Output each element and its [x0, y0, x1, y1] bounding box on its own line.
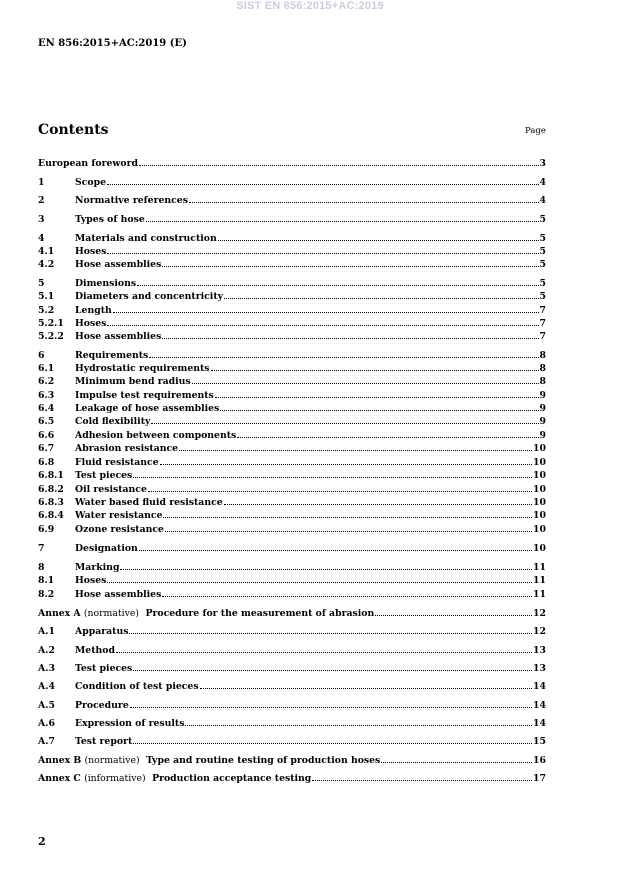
toc-entry-number: 6.6	[38, 430, 55, 441]
toc-entry-number: 8.1	[38, 575, 55, 586]
toc-entry-number: A.5	[38, 700, 55, 711]
toc-entry[interactable]	[38, 773, 546, 785]
toc-entry-title	[75, 718, 184, 730]
toc-entry-title	[38, 158, 138, 170]
toc-entry-title	[75, 484, 147, 496]
toc-entry-title	[75, 376, 191, 388]
toc-entry-title-text: Cold flexibility	[75, 416, 151, 427]
toc-leader-dots	[162, 338, 538, 339]
toc-entry-title-text: Test pieces	[75, 470, 133, 481]
toc-entry-page: 9	[539, 430, 546, 441]
toc-entry-number: 5.2.1	[38, 318, 64, 329]
toc-entry-number: A.6	[38, 718, 55, 729]
toc-entry-title	[38, 755, 380, 767]
toc-entry-title	[75, 195, 188, 207]
toc-entry-number: 6.8.3	[38, 497, 64, 508]
toc-entry-title-text: Test pieces	[75, 663, 133, 674]
toc-leader-dots	[137, 285, 538, 286]
toc-entry[interactable]	[38, 278, 546, 290]
toc-leader-dots	[133, 743, 532, 744]
toc-entry-title	[75, 430, 236, 442]
toc-entry[interactable]	[38, 376, 546, 388]
toc-entry-title-text: Hose assemblies	[75, 331, 162, 342]
toc-entry-page: 9	[539, 416, 546, 427]
toc-entry-number: 6.7	[38, 443, 55, 454]
toc-leader-dots	[139, 165, 539, 166]
toc-entry-page: 12	[533, 626, 546, 637]
toc-entry[interactable]	[38, 291, 546, 303]
toc-entry-page: 9	[539, 403, 546, 414]
toc-leader-dots	[149, 357, 538, 358]
toc-leader-dots	[151, 423, 538, 424]
toc-entry-number: 6.9	[38, 524, 55, 535]
toc-entry-page: 5	[539, 233, 546, 244]
toc-entry-title-text: Length	[75, 305, 112, 316]
toc-entry-number: 6.8.1	[38, 470, 64, 481]
toc-entry-title	[75, 663, 132, 675]
toc-entry-title	[75, 259, 161, 271]
toc-entry-page: 5	[539, 246, 546, 257]
toc-leader-dots	[218, 240, 539, 241]
toc-entry-title	[75, 363, 210, 375]
toc-entry-title-text: Apparatus	[75, 626, 129, 637]
toc-entry-title-text: Marking	[75, 562, 120, 573]
toc-entry-title-text: Materials and construction	[75, 233, 217, 244]
toc-entry-title-text: Designation	[75, 543, 138, 554]
toc-entry-number: 6.1	[38, 363, 55, 374]
toc-entry[interactable]	[38, 575, 546, 587]
toc-entry-number: 5	[38, 278, 45, 289]
toc-entry[interactable]	[38, 305, 546, 317]
toc-entry-number: 7	[38, 543, 45, 554]
toc-entry-page: 14	[533, 718, 546, 729]
toc-leader-dots	[160, 464, 532, 465]
toc-entry-title-text: Method	[75, 645, 115, 656]
toc-entry-title-text: Minimum bend radius	[75, 376, 191, 387]
toc-entry-title-text: Dimensions	[75, 278, 137, 289]
toc-entry-title	[75, 246, 106, 258]
toc-entry[interactable]	[38, 681, 546, 693]
toc-entry-title	[75, 331, 161, 343]
toc-entry-title-text: Annex B	[38, 755, 82, 766]
toc-annex-subtitle: Production acceptance testing	[152, 773, 312, 784]
toc-entry[interactable]	[38, 246, 546, 258]
toc-entry-title-text: Annex A	[38, 608, 81, 619]
toc-annex-subtitle: Procedure for the measurement of abrasion	[145, 608, 375, 619]
toc-entry-title-text: Oil resistance	[75, 484, 147, 495]
toc-entry[interactable]	[38, 403, 546, 415]
toc-entry-page: 10	[533, 510, 546, 521]
toc-entry-page: 10	[533, 484, 546, 495]
contents-heading: Contents	[38, 122, 109, 138]
toc-entry-title	[75, 291, 223, 303]
toc-entry-number: 6.2	[38, 376, 55, 387]
toc-entry-title-text: Hoses	[75, 318, 107, 329]
toc-leader-dots	[107, 325, 538, 326]
toc-entry-page: 10	[533, 443, 546, 454]
toc-leader-dots	[130, 707, 532, 708]
watermark: SIST EN 856:2015+AC:2019	[236, 0, 384, 12]
toc-entry-number: 6.5	[38, 416, 55, 427]
toc-entry-number: 4.1	[38, 246, 55, 257]
toc-leader-dots	[116, 652, 532, 653]
toc-entry-page: 10	[533, 524, 546, 535]
toc-entry-page: 8	[539, 363, 546, 374]
toc-entry[interactable]	[38, 589, 546, 601]
toc-entry-title	[75, 562, 119, 574]
toc-entry-page: 7	[539, 318, 546, 329]
toc-entry-title	[75, 233, 217, 245]
toc-entry-page: 3	[539, 158, 546, 169]
toc-leader-dots	[192, 383, 539, 384]
toc-entry-title-text: Diameters and concentricity	[75, 291, 224, 302]
toc-entry-title	[38, 608, 374, 620]
toc-leader-dots	[129, 633, 532, 634]
toc-entry-page: 8	[539, 376, 546, 387]
toc-entry-title	[75, 457, 159, 469]
toc-entry-number: A.1	[38, 626, 55, 637]
toc-entry[interactable]	[38, 457, 546, 469]
page-column-label: Page	[525, 126, 546, 136]
page-number: 2	[38, 835, 46, 848]
toc-leader-dots	[211, 370, 539, 371]
toc-leader-dots	[107, 184, 539, 185]
toc-leader-dots	[224, 504, 532, 505]
toc-entry-title	[75, 214, 145, 226]
toc-entry-page: 12	[533, 608, 546, 619]
toc-leader-dots	[107, 582, 532, 583]
toc-entry-page: 11	[533, 575, 546, 586]
toc-entry-title	[75, 510, 162, 522]
toc-entry-title	[75, 318, 106, 330]
toc-entry-page: 7	[539, 305, 546, 316]
toc-entry-page: 17	[533, 773, 546, 784]
toc-entry[interactable]	[38, 626, 546, 638]
toc-leader-dots	[375, 615, 532, 616]
toc-entry-number: 6.8.4	[38, 510, 64, 521]
toc-entry-title-text: Water based fluid resistance	[75, 497, 223, 508]
toc-leader-dots	[237, 437, 538, 438]
toc-entry-title-text: Test report	[75, 736, 133, 747]
toc-entry-number: 4.2	[38, 259, 55, 270]
toc-entry-title	[75, 626, 128, 638]
toc-leader-dots	[185, 725, 532, 726]
toc-entry[interactable]	[38, 350, 546, 362]
toc-entry-number: 2	[38, 195, 45, 206]
toc-entry-title-text: Hose assemblies	[75, 259, 162, 270]
toc-entry-title-text: Adhesion between components	[75, 430, 237, 441]
toc-entry-title	[75, 350, 148, 362]
toc-entry-title	[75, 497, 223, 509]
toc-entry-page: 15	[533, 736, 546, 747]
toc-entry-page: 5	[539, 259, 546, 270]
toc-entry[interactable]	[38, 177, 546, 189]
toc-leader-dots	[162, 266, 538, 267]
toc-entry-title-text: Scope	[75, 177, 106, 188]
toc-entry[interactable]	[38, 318, 546, 330]
toc-entry[interactable]	[38, 718, 546, 730]
toc-entry-number: A.3	[38, 663, 55, 674]
toc-entry-title-text: Abrasion resistance	[75, 443, 179, 454]
toc-entry-title-text: Fluid resistance	[75, 457, 159, 468]
toc-leader-dots	[146, 221, 539, 222]
toc-entry-title	[75, 681, 199, 693]
toc-entry-number: 3	[38, 214, 45, 225]
toc-entry-page: 4	[539, 195, 546, 206]
toc-entry-title-text: Annex C	[38, 773, 81, 784]
toc-entry-page: 13	[533, 645, 546, 656]
toc-entry-page: 14	[533, 681, 546, 692]
toc-entry-page: 5	[539, 278, 546, 289]
toc-leader-dots	[139, 550, 532, 551]
toc-annex-qualifier: (normative)	[83, 608, 139, 619]
toc-entry-page: 11	[533, 562, 546, 573]
toc-leader-dots	[107, 253, 538, 254]
toc-entry-page: 5	[539, 291, 546, 302]
toc-entry[interactable]	[38, 755, 546, 767]
toc-entry-page: 14	[533, 700, 546, 711]
toc-entry-title	[75, 278, 136, 290]
toc-entry-title-text: Condition of test pieces	[75, 681, 199, 692]
toc-entry[interactable]	[38, 663, 546, 675]
toc-entry-title	[75, 443, 178, 455]
toc-entry[interactable]	[38, 543, 546, 555]
toc-entry-title-text: Requirements	[75, 350, 149, 361]
toc-entry-title-text: European foreword	[38, 158, 138, 169]
toc-entry-title	[75, 305, 112, 317]
toc-leader-dots	[120, 569, 532, 570]
toc-entry-page: 10	[533, 497, 546, 508]
toc-entry[interactable]	[38, 195, 546, 207]
toc-entry[interactable]	[38, 259, 546, 271]
toc-entry-title	[75, 575, 106, 587]
toc-entry-number: A.7	[38, 736, 55, 747]
toc-entry-title	[75, 543, 138, 555]
toc-entry[interactable]	[38, 470, 546, 482]
toc-entry[interactable]	[38, 608, 546, 620]
toc-entry-title	[75, 177, 106, 189]
toc-entry-title-text: Impulse test requirements	[75, 390, 214, 401]
toc-entry-page: 4	[539, 177, 546, 188]
toc-leader-dots	[165, 531, 532, 532]
toc-entry-page: 10	[533, 470, 546, 481]
toc-entry[interactable]	[38, 430, 546, 442]
toc-leader-dots	[163, 517, 532, 518]
toc-entry[interactable]	[38, 390, 546, 402]
toc-entry-title	[75, 700, 129, 712]
toc-entry-title	[75, 470, 132, 482]
toc-leader-dots	[189, 202, 539, 203]
toc-entry-title-text: Leakage of hose assemblies	[75, 403, 220, 414]
document-id: EN 856:2015+AC:2019 (E)	[38, 38, 187, 49]
toc-entry-number: 6.4	[38, 403, 55, 414]
toc-leader-dots	[133, 477, 532, 478]
toc-entry-title	[75, 589, 161, 601]
toc-entry-title-text: Hydrostatic requirements	[75, 363, 210, 374]
toc-entry-number: 6.3	[38, 390, 55, 401]
toc-entry-title-text: Water resistance	[75, 510, 163, 521]
toc-entry-title-text: Expression of results	[75, 718, 185, 729]
toc-entry-title	[75, 524, 164, 536]
toc-entry-title-text: Procedure	[75, 700, 129, 711]
toc-entry-title-text: Ozone resistance	[75, 524, 164, 535]
toc-entry[interactable]	[38, 497, 546, 509]
toc-leader-dots	[179, 450, 532, 451]
toc-entry[interactable]	[38, 484, 546, 496]
toc-entry-page: 13	[533, 663, 546, 674]
toc-entry[interactable]	[38, 645, 546, 657]
toc-leader-dots	[162, 596, 532, 597]
toc-entry[interactable]	[38, 363, 546, 375]
toc-annex-qualifier: (normative)	[84, 755, 140, 766]
toc-entry-number: A.4	[38, 681, 55, 692]
toc-entry-number: 5.2.2	[38, 331, 64, 342]
toc-entry[interactable]	[38, 562, 546, 574]
toc-entry-number: 5.1	[38, 291, 55, 302]
toc-leader-dots	[133, 670, 532, 671]
toc-entry-number: 4	[38, 233, 45, 244]
toc-entry-number: 6.8	[38, 457, 55, 468]
toc-entry-page: 5	[539, 214, 546, 225]
toc-entry-page: 10	[533, 457, 546, 468]
toc-leader-dots	[312, 780, 532, 781]
toc-entry-page: 7	[539, 331, 546, 342]
toc-entry[interactable]	[38, 416, 546, 428]
toc-leader-dots	[215, 397, 539, 398]
toc-entry-title	[75, 390, 214, 402]
toc-leader-dots	[113, 312, 539, 313]
toc-entry-number: 6.8.2	[38, 484, 64, 495]
toc-entry-page: 16	[533, 755, 546, 766]
toc-leader-dots	[220, 410, 538, 411]
toc-entry-number: 1	[38, 177, 45, 188]
toc-entry[interactable]	[38, 736, 546, 748]
toc-annex-subtitle: Type and routine testing of production hoses	[146, 755, 381, 766]
toc-entry-number: 5.2	[38, 305, 55, 316]
toc-leader-dots	[381, 762, 532, 763]
toc-entry-number: 6	[38, 350, 45, 361]
toc-entry-title-text: Types of hose	[75, 214, 145, 225]
toc-entry[interactable]	[38, 158, 546, 170]
toc-entry[interactable]	[38, 700, 546, 712]
toc-leader-dots	[148, 491, 532, 492]
toc-entry-page: 10	[533, 543, 546, 554]
toc-leader-dots	[224, 298, 538, 299]
toc-entry-number: A.2	[38, 645, 55, 656]
toc-entry-title-text: Hose assemblies	[75, 589, 162, 600]
toc-entry-page: 8	[539, 350, 546, 361]
toc-entry-title	[38, 773, 311, 785]
toc-entry-title	[75, 416, 150, 428]
toc-entry-number: 8.2	[38, 589, 55, 600]
toc-entry[interactable]	[38, 524, 546, 536]
toc-entry[interactable]	[38, 214, 546, 226]
toc-entry[interactable]	[38, 233, 546, 245]
toc-entry-number: 8	[38, 562, 45, 573]
toc-entry-title	[75, 736, 132, 748]
toc-entry-title-text: Normative references	[75, 195, 188, 206]
toc-entry-page: 9	[539, 390, 546, 401]
toc-annex-qualifier: (informative)	[84, 773, 146, 784]
toc-entry-title	[75, 403, 219, 415]
toc-entry[interactable]	[38, 331, 546, 343]
toc-entry[interactable]	[38, 510, 546, 522]
toc-entry-title-text: Hoses	[75, 575, 107, 586]
toc-entry[interactable]	[38, 443, 546, 455]
toc-leader-dots	[200, 688, 532, 689]
toc-entry-page: 11	[533, 589, 546, 600]
toc-entry-title-text: Hoses	[75, 246, 107, 257]
toc-entry-title	[75, 645, 115, 657]
